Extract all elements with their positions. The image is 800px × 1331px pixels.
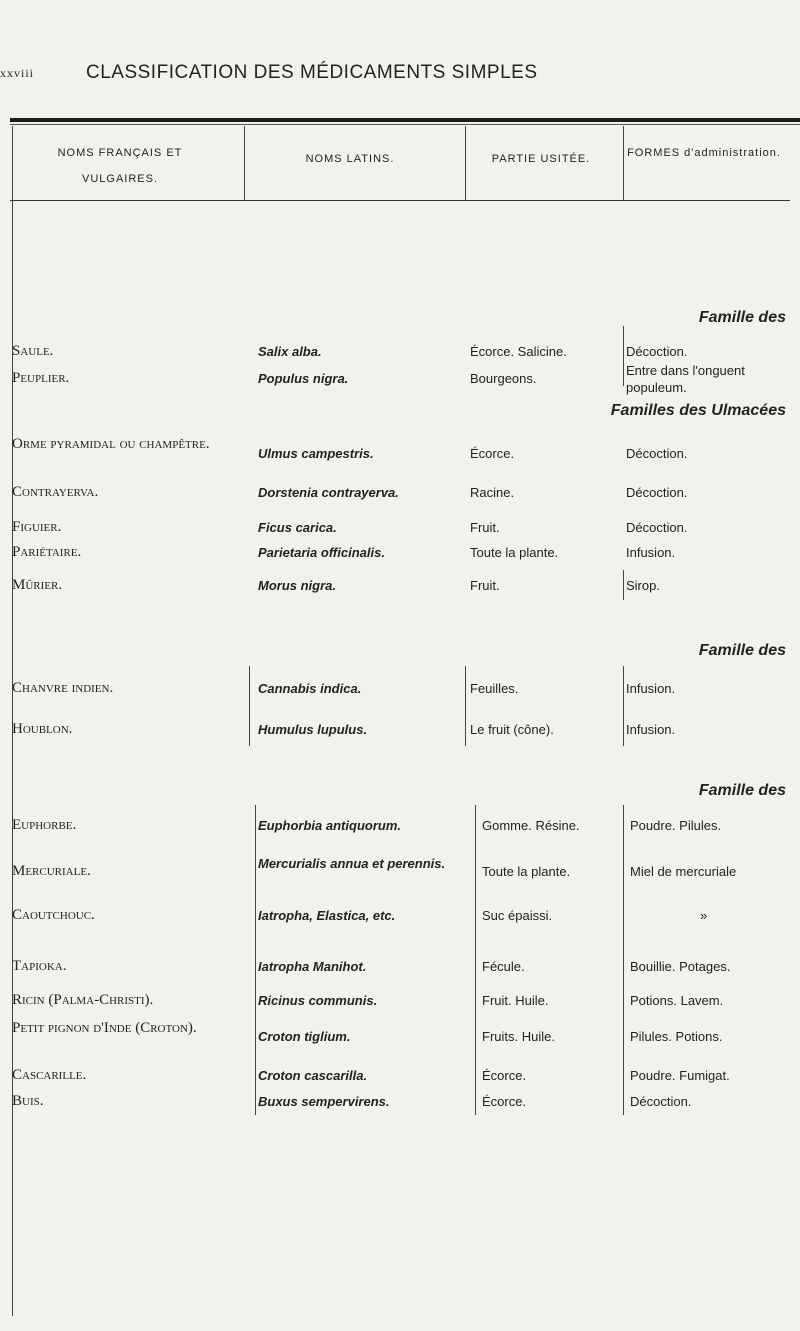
- group-divider: [249, 666, 250, 746]
- row-part: Écorce.: [470, 446, 515, 461]
- header-rule: [10, 200, 790, 201]
- row-forms: Poudre. Pilules.: [630, 818, 722, 833]
- page-number: xxviii: [0, 66, 35, 80]
- row-part: Suc épaissi.: [482, 908, 553, 923]
- row-part: Fruit.: [470, 578, 500, 593]
- row-forms: Infusion.: [626, 722, 676, 737]
- row-forms: Infusion.: [626, 681, 676, 696]
- row-part: Écorce. Salicine.: [470, 344, 567, 359]
- row-french: Chanvre indien.: [12, 680, 114, 696]
- group-divider: [623, 326, 624, 386]
- row-latin: Croton cascarilla.: [258, 1068, 368, 1083]
- row-latin: Humulus lupulus.: [258, 722, 368, 737]
- row-forms: Potions. Lavem.: [630, 993, 724, 1008]
- row-latin: Euphorbia antiquorum.: [258, 818, 401, 833]
- row-part: Écorce.: [482, 1094, 527, 1109]
- row-latin: Populus nigra.: [258, 371, 349, 386]
- row-french: Cascarille.: [12, 1067, 87, 1083]
- row-forms: Décoction.: [630, 1094, 692, 1109]
- header-divider: [465, 126, 466, 200]
- row-latin: Ficus carica.: [258, 520, 337, 535]
- row-french: Mûrier.: [12, 577, 63, 593]
- header-part: PARTIE USITÉE.: [491, 153, 591, 165]
- row-part: Fruits. Huile.: [482, 1029, 555, 1044]
- row-french: Contrayerva.: [12, 484, 99, 500]
- row-forms: Entre dans l'onguent populeum.: [626, 363, 745, 395]
- row-part: Toute la plante.: [482, 864, 571, 879]
- row-french: Ricin (Palma-Christi).: [12, 992, 154, 1008]
- row-french: Pariétaire.: [12, 544, 82, 560]
- row-part: Fruit. Huile.: [482, 993, 549, 1008]
- row-part: Gomme. Résine.: [482, 818, 580, 833]
- row-latin: Iatropha, Elastica, etc.: [258, 908, 396, 923]
- row-forms: Infusion.: [626, 545, 676, 560]
- row-forms: Décoction.: [626, 344, 688, 359]
- row-french: Petit pignon d'Inde (Croton).: [12, 1020, 197, 1036]
- row-forms: Décoction.: [626, 446, 688, 461]
- row-part: Bourgeons.: [470, 371, 537, 386]
- row-latin: Parietaria officinalis.: [258, 545, 385, 560]
- running-head: [0, 62, 800, 92]
- row-forms: Décoction.: [626, 520, 688, 535]
- row-french: Saule.: [12, 343, 54, 359]
- running-title: CLASSIFICATION DES MÉDICAMENTS SIMPLES: [86, 62, 538, 83]
- row-latin: Ricinus communis.: [258, 993, 378, 1008]
- row-forms: Décoction.: [626, 485, 688, 500]
- top-rule-thin: [10, 124, 800, 125]
- family-heading: Famille des: [698, 782, 786, 799]
- group-divider: [623, 666, 624, 746]
- group-divider: [255, 805, 256, 1115]
- row-part: Feuilles.: [470, 681, 519, 696]
- row-latin: Ulmus campestris.: [258, 446, 374, 461]
- row-french: Orme pyramidal ou champêtre.: [12, 436, 210, 452]
- family-heading: Famille des: [698, 309, 786, 326]
- group-divider: [623, 570, 624, 600]
- row-latin: Morus nigra.: [258, 578, 337, 593]
- row-forms: Poudre. Fumigat.: [630, 1068, 730, 1083]
- row-french: Tapioka.: [12, 958, 67, 974]
- header-forms: FORMES d'administration.: [627, 147, 781, 159]
- family-heading: Familles des Ulmacées: [610, 402, 786, 419]
- header-divider: [623, 126, 624, 200]
- family-heading: Famille des: [698, 642, 786, 659]
- row-french: Houblon.: [12, 721, 73, 737]
- row-french: Peuplier.: [12, 370, 70, 386]
- row-forms: Bouillie. Potages.: [630, 959, 731, 974]
- row-forms: »: [700, 908, 708, 923]
- row-part: Fruit.: [470, 520, 500, 535]
- row-latin: Croton tiglium.: [258, 1029, 351, 1044]
- header-french: NOMS FRANÇAIS ET VULGAIRES.: [57, 147, 183, 185]
- row-forms: Miel de mercuriale: [630, 864, 737, 879]
- row-latin: Dorstenia contrayerva.: [258, 485, 399, 500]
- header-latin: NOMS LATINS.: [305, 153, 395, 165]
- row-part: Racine.: [470, 485, 515, 500]
- header-divider: [244, 126, 245, 200]
- row-part: Fécule.: [482, 959, 525, 974]
- row-french: Mercuriale.: [12, 863, 91, 879]
- row-part: Toute la plante.: [470, 545, 559, 560]
- row-french: Buis.: [12, 1093, 44, 1109]
- row-part: Écorce.: [482, 1068, 527, 1083]
- row-french: Caoutchouc.: [12, 907, 95, 923]
- row-latin: Salix alba.: [258, 344, 322, 359]
- row-latin: Mercurialis annua et perennis.: [258, 856, 446, 871]
- row-latin: Cannabis indica.: [258, 681, 362, 696]
- row-forms: Pilules. Potions.: [630, 1029, 723, 1044]
- row-forms: Sirop.: [626, 578, 660, 593]
- row-part: Le fruit (cône).: [470, 722, 554, 737]
- row-latin: Iatropha Manihot.: [258, 959, 367, 974]
- row-french: Figuier.: [12, 519, 62, 535]
- row-latin: Buxus sempervirens.: [258, 1094, 390, 1109]
- group-divider: [465, 666, 466, 746]
- row-french: Euphorbe.: [12, 817, 77, 833]
- group-divider: [623, 805, 624, 1115]
- top-rule: [10, 118, 800, 122]
- group-divider: [475, 805, 476, 1115]
